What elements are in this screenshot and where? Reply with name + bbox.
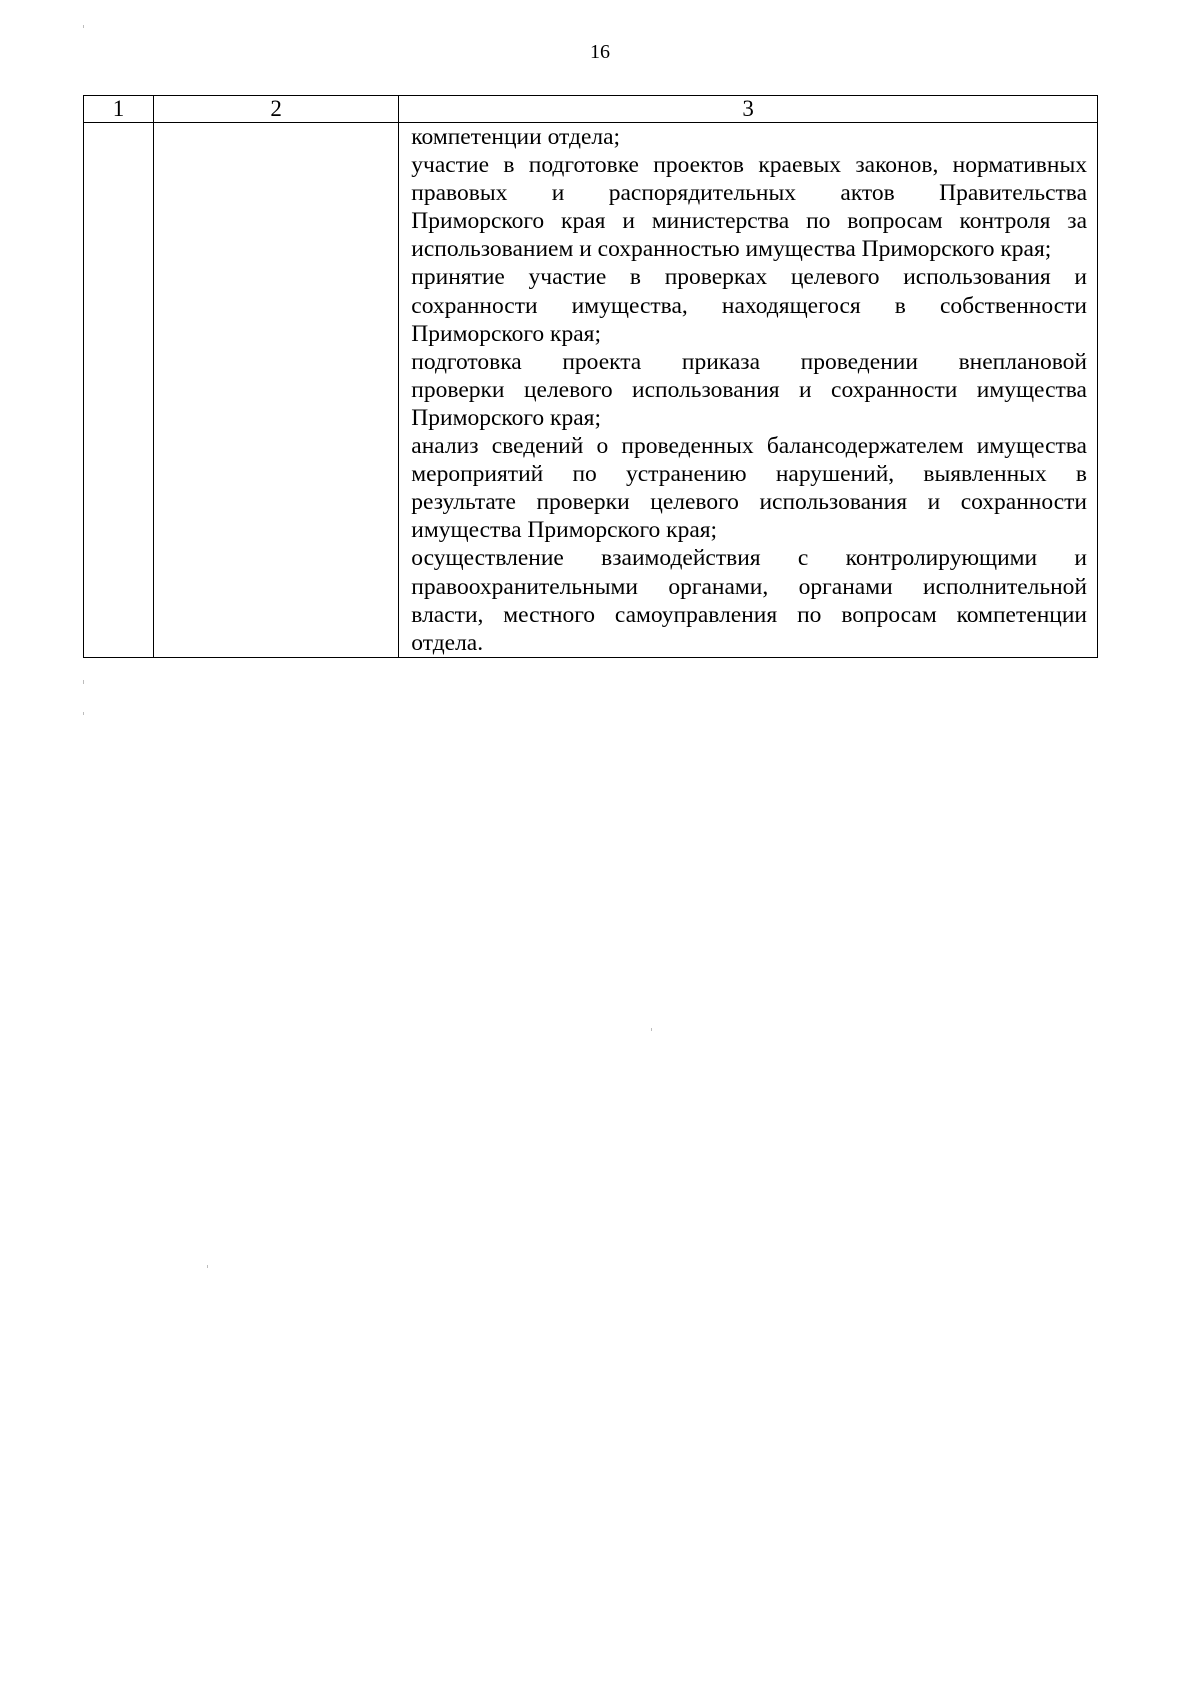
header-col-3: 3: [399, 96, 1098, 123]
text-line: правоохранительными органами, органами исполнительной: [411, 573, 1087, 600]
text-line: мероприятий по устранению нарушений, выявленных в: [411, 461, 1087, 488]
duties-text: [399, 123, 1097, 657]
cell-col-3: [399, 123, 1098, 658]
text-line: проверки целевого использования и сохранности имущества: [411, 376, 1087, 403]
text-line: власти, местного самоуправления по вопросам компетенции: [411, 601, 1087, 628]
text-line: Приморского края;: [411, 320, 601, 347]
text-line: правовых и распорядительных актов Правительства: [411, 180, 1087, 207]
text-line: осуществление взаимодействия с контролирующими и: [411, 545, 1087, 572]
document-table: [83, 95, 1098, 658]
scan-speck: [207, 1265, 208, 1268]
text-line: результате проверки целевого использования и сохранности: [411, 489, 1087, 516]
text-line: использованием и сохранностью имущества Приморского края;: [411, 236, 1052, 263]
text-line: принятие участие в проверках целевого использования и: [411, 264, 1087, 291]
scan-speck: [83, 680, 84, 684]
text-line: анализ сведений о проведенных балансодержателем имущества: [411, 433, 1087, 460]
text-line: участие в подготовке проектов краевых законов, нормативных: [411, 152, 1087, 179]
header-col-2: 2: [154, 96, 399, 123]
scan-speck: [83, 25, 84, 28]
header-col-1: 1: [84, 96, 154, 123]
scan-speck: [651, 1028, 652, 1031]
text-line: имущества Приморского края;: [411, 517, 718, 544]
text-line: Приморского края;: [411, 404, 601, 431]
table-header-row: [84, 96, 1098, 123]
cell-col-2: [154, 123, 399, 658]
text-line: Приморского края и министерства по вопросам контроля за: [411, 208, 1087, 235]
table-row: [84, 123, 1098, 658]
page-number: 16: [590, 41, 610, 63]
text-line: подготовка проекта приказа проведении внеплановой: [411, 348, 1087, 375]
scan-speck: [83, 712, 84, 715]
text-line: отдела.: [411, 629, 484, 656]
text-line: компетенции отдела;: [411, 124, 621, 150]
cell-col-1: [84, 123, 154, 658]
text-line: сохранности имущества, находящегося в собственности: [411, 292, 1087, 319]
